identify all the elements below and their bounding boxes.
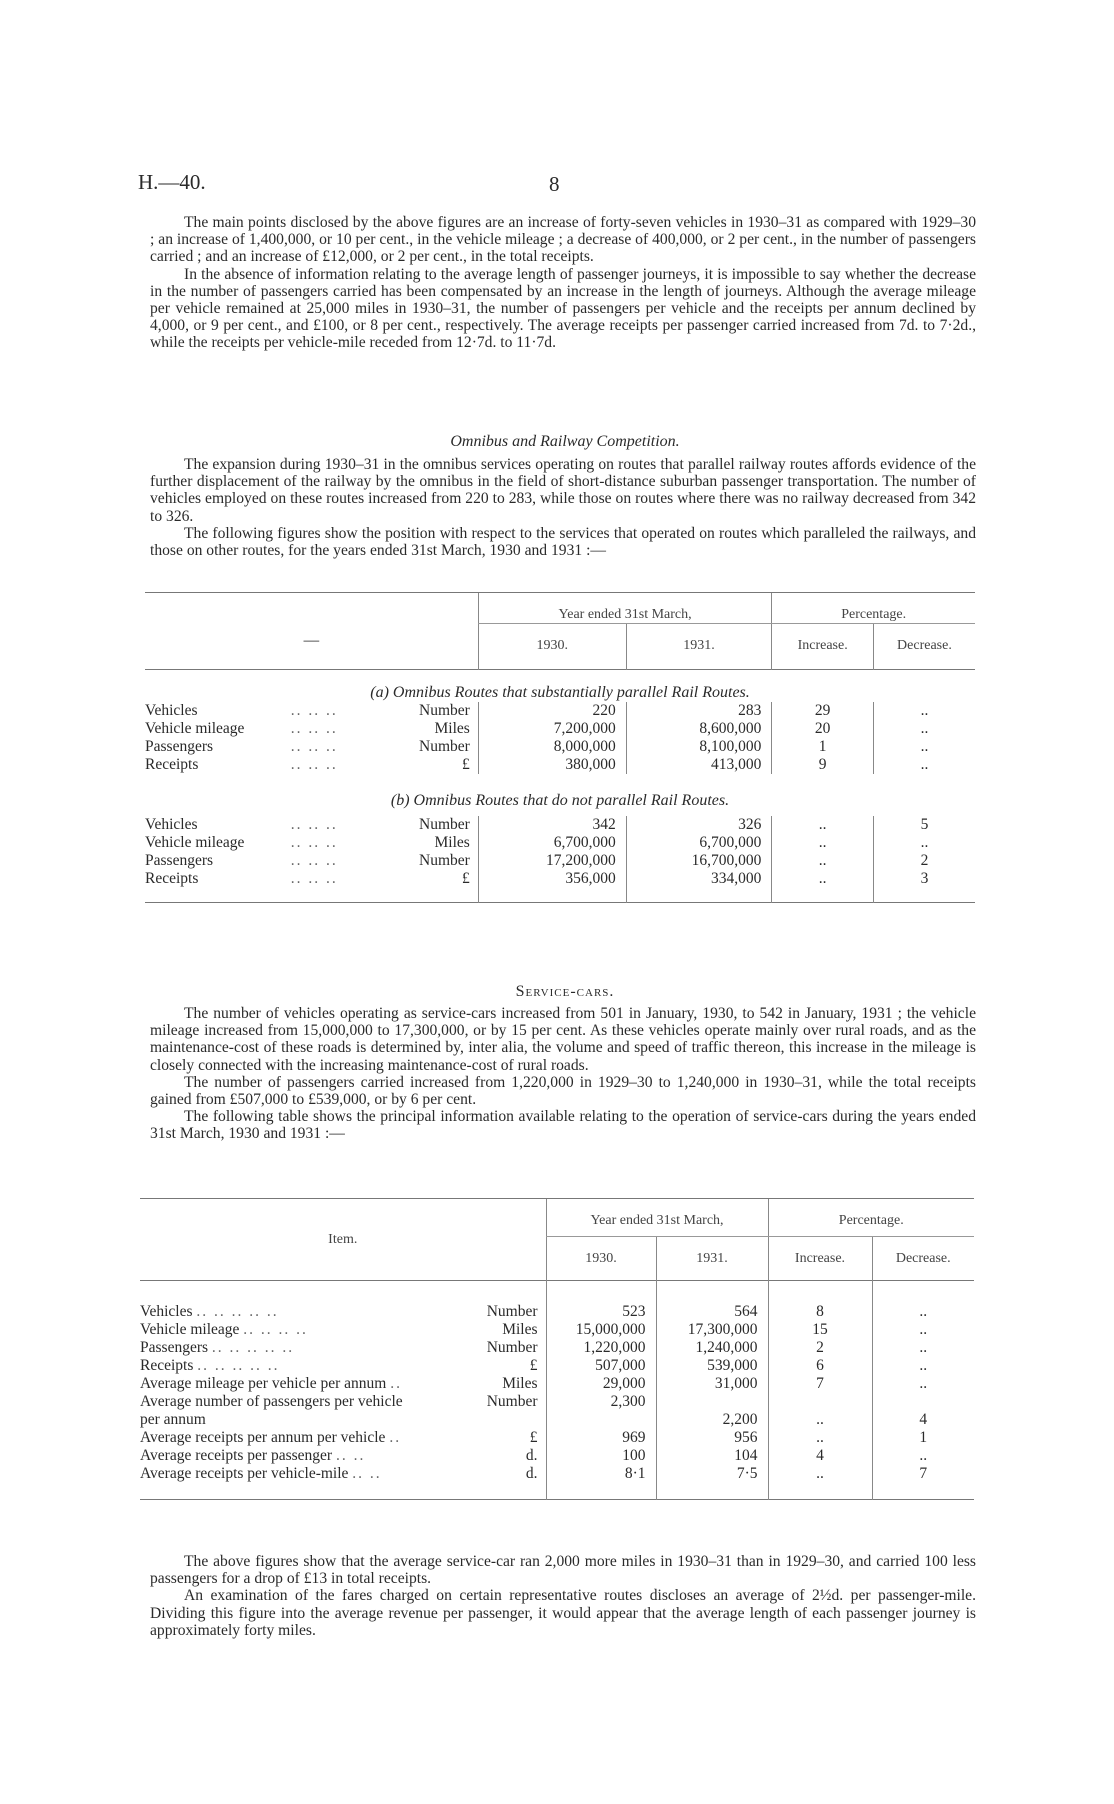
row-decrease: ..: [872, 1447, 974, 1465]
table-row: [140, 1321, 974, 1339]
paragraph: In the absence of information relating to the average length of passenger journeys, it is impossible to say whether the decrease in the number of passengers carried has been compensated by an increase in the length of journeys. Although the average mileage per vehicle remained at 25,000 miles in 1930–31, the number of passengers per vehicle and the receipts per annum declined by 4,000, or 9 per cent., and £100, or 8 per cent., respectively. The average receipts per passenger carried increased from 7d. to 7·2d., while the receipts per vehicle-mile receded from 12·7d. to 11·7d.: [150, 265, 976, 352]
section-heading-competition: Omnibus and Railway Competition.: [450, 433, 680, 450]
paragraph: The number of vehicles operating as service-cars increased from 501 in January, 1930, to 542 in January, 1931 ; the vehicle mileage increased from 15,000,000 to 17,300,000, or by 15 per cent. As these vehicles operate mainly over rural roads, and as the maintenance-cost of these roads is determined by, inter alia, the volume and speed of traffic thereon, this increase in the mileage is closely connected with the increasing maintenance-cost of rural roads.: [150, 1005, 976, 1074]
row-1930: 8,000,000: [478, 738, 626, 756]
row-increase: ..: [768, 1429, 872, 1447]
row-item: Average receipts per passenger: [140, 1447, 333, 1464]
table-row: [145, 720, 975, 738]
row-decrease: 3: [873, 870, 975, 903]
row-unit: £: [462, 870, 470, 887]
row-leader: .. .. ..: [290, 870, 338, 887]
row-decrease: ..: [872, 1321, 974, 1339]
row-item: Average receipts per vehicle-mile: [140, 1465, 349, 1482]
row-increase: ..: [772, 852, 874, 870]
row-leader: .. .. ..: [290, 834, 338, 851]
row-item: Vehicles: [140, 1303, 193, 1320]
row-1931: 334,000: [626, 870, 772, 903]
row-increase: ..: [772, 816, 874, 834]
row-unit: Miles: [502, 1321, 538, 1338]
row-increase: 7: [768, 1375, 872, 1393]
row-1931: 8,100,000: [626, 738, 772, 756]
table-row: [140, 1303, 974, 1321]
row-1931: 539,000: [656, 1357, 768, 1375]
row-1930: 356,000: [478, 870, 626, 903]
col-decrease: Decrease.: [873, 624, 975, 670]
row-decrease: ..: [873, 834, 975, 852]
row-1930: 523: [546, 1303, 656, 1321]
row-1931: 326: [626, 816, 772, 834]
row-1931: 8,600,000: [626, 720, 772, 738]
row-1930: 100: [546, 1447, 656, 1465]
row-item: Passengers: [140, 1339, 209, 1356]
row-1931: 564: [656, 1303, 768, 1321]
year-header: Year ended 31st March,: [546, 1199, 768, 1237]
row-1930: 7,200,000: [478, 720, 626, 738]
row-1931: 1,240,000: [656, 1339, 768, 1357]
table-row: [145, 852, 975, 870]
table-row: [145, 738, 975, 756]
row-unit: Number: [419, 738, 470, 755]
percentage-header: Percentage.: [772, 593, 975, 624]
row-leader: .. .. ..: [290, 720, 338, 737]
row-1930: 17,200,000: [478, 852, 626, 870]
row-decrease: ..: [873, 738, 975, 756]
row-1931: 956: [656, 1429, 768, 1447]
row-leader: .. .. .. ..: [243, 1321, 308, 1338]
table-row: [140, 1465, 974, 1500]
row-unit: Number: [486, 1303, 538, 1320]
paragraph: An examination of the fares charged on certain representative routes discloses an average of 2½d. per passenger-mile. Dividing this figure into the average revenue per passenger, it would appear that the average length of each passenger journey is approximately forty miles.: [150, 1587, 976, 1639]
paragraph: The following figures show the position with respect to the services that operated on routes which paralleled the railways, and those on other routes, for the years ended 31st March, 1930 and 1931 :—: [150, 524, 976, 560]
row-unit: Number: [486, 1393, 538, 1410]
row-decrease: 2: [873, 852, 975, 870]
table-row: [140, 1357, 974, 1375]
row-1930: 6,700,000: [478, 834, 626, 852]
row-unit: £: [529, 1429, 538, 1446]
row-1930: 342: [478, 816, 626, 834]
section-b-heading: (b) Omnibus Routes that do not parallel Rail Routes.: [390, 792, 730, 809]
row-1931: 6,700,000: [626, 834, 772, 852]
row-unit: £: [462, 756, 470, 773]
row-unit: Miles: [434, 834, 470, 851]
table-row: [140, 1375, 974, 1393]
row-leader: .. .. ..: [290, 756, 338, 773]
row-decrease: ..: [872, 1357, 974, 1375]
table-row: [140, 1339, 974, 1357]
service-cars-table: [140, 1198, 974, 1502]
table-row: [145, 834, 975, 852]
year-header: Year ended 31st March,: [478, 593, 772, 624]
row-item: Vehicle mileage: [140, 1321, 240, 1338]
paragraph: The number of passengers carried increased from 1,220,000 in 1929–30 to 1,240,000 in 1930–31, while the total receipts gained from £507,000 to £539,000, or by 6 per cent.: [150, 1073, 976, 1109]
row-item: Receipts: [145, 756, 199, 773]
row-unit: Number: [419, 816, 470, 833]
row-leader: .. .. .. .. ..: [196, 1303, 279, 1320]
row-increase: ..: [772, 834, 874, 852]
row-1931: 17,300,000: [656, 1321, 768, 1339]
col-increase: Increase.: [772, 624, 874, 670]
table-row: [145, 702, 975, 720]
row-leader: .. .. ..: [290, 816, 338, 833]
col-1931: 1931.: [626, 624, 772, 670]
row-1931: 283: [626, 702, 772, 720]
row-increase: ..: [768, 1393, 872, 1429]
row-increase: 29: [772, 702, 874, 720]
row-increase: 8: [768, 1303, 872, 1321]
row-decrease: ..: [872, 1303, 974, 1321]
row-item: Receipts: [140, 1357, 194, 1374]
table-row: [145, 870, 975, 903]
row-item: Vehicle mileage: [145, 720, 245, 737]
row-increase: 4: [768, 1447, 872, 1465]
col-1931: 1931.: [656, 1237, 768, 1281]
row-unit: £: [529, 1357, 538, 1374]
row-decrease: ..: [873, 702, 975, 720]
row-leader: .. .. ..: [290, 702, 338, 719]
row-decrease: ..: [872, 1375, 974, 1393]
closing-text: [150, 1553, 976, 1639]
row-1931: 104: [656, 1447, 768, 1465]
document-code: H.—40.: [138, 170, 206, 194]
col-increase: Increase.: [768, 1237, 872, 1281]
row-unit: Number: [419, 852, 470, 869]
percentage-header: Percentage.: [768, 1199, 974, 1237]
row-item: Average receipts per annum per vehicle: [140, 1429, 386, 1446]
row-1931: 2,200: [656, 1393, 768, 1429]
row-increase: 2: [768, 1339, 872, 1357]
paragraph: The above figures show that the average service-car ran 2,000 more miles in 1930–31 than in 1929–30, and carried 100 less passengers for a drop of £13 in total receipts.: [150, 1553, 976, 1588]
row-item: Vehicles: [145, 702, 198, 719]
row-1931: 16,700,000: [626, 852, 772, 870]
row-unit: d.: [525, 1447, 538, 1464]
row-decrease: ..: [872, 1339, 974, 1357]
table-row: [140, 1393, 974, 1429]
row-decrease: ..: [873, 756, 975, 774]
intro-text: [150, 214, 976, 352]
row-item: Average number of passengers per vehicle per annum: [140, 1393, 403, 1428]
row-increase: 20: [772, 720, 874, 738]
row-1930: 1,220,000: [546, 1339, 656, 1357]
row-1930: 380,000: [478, 756, 626, 774]
row-decrease: 4: [872, 1393, 974, 1429]
row-increase: ..: [772, 870, 874, 903]
row-1930: 969: [546, 1429, 656, 1447]
col-1930: 1930.: [546, 1237, 656, 1281]
row-item: Vehicles: [145, 816, 198, 833]
row-1930: 220: [478, 702, 626, 720]
paragraph: The expansion during 1930–31 in the omnibus services operating on routes that parallel railway routes affords evidence of the further displacement of the railway by the omnibus in the field of short-distance suburban passenger transportation. The number of vehicles employed on these routes increased from 220 to 283, while those on routes where there was no railway decreased from 342 to 326.: [150, 456, 976, 525]
row-leader: .. .. .. .. ..: [197, 1357, 280, 1374]
section-heading-service-cars: Service-cars.: [515, 983, 615, 1000]
service-cars-text: [150, 1005, 976, 1143]
row-increase: ..: [768, 1465, 872, 1500]
col-1930: 1930.: [478, 624, 626, 670]
row-1930: 15,000,000: [546, 1321, 656, 1339]
row-item: Passengers: [145, 852, 214, 869]
item-header: Item.: [140, 1199, 546, 1281]
section-a-heading: (a) Omnibus Routes that substantially parallel Rail Routes.: [145, 670, 975, 703]
row-leader: ..: [389, 1429, 402, 1446]
table-row: [140, 1447, 974, 1465]
row-increase: 15: [768, 1321, 872, 1339]
row-item: Vehicle mileage: [145, 834, 245, 851]
row-increase: 9: [772, 756, 874, 774]
row-decrease: ..: [873, 720, 975, 738]
row-1930: 29,000: [546, 1375, 656, 1393]
row-1931: 7·5: [656, 1465, 768, 1500]
row-increase: 6: [768, 1357, 872, 1375]
row-item: Passengers: [145, 738, 214, 755]
row-leader: ..: [390, 1375, 402, 1392]
stub-dash: —: [145, 593, 478, 670]
row-decrease: 1: [872, 1429, 974, 1447]
row-unit: Number: [486, 1339, 538, 1356]
row-unit: Miles: [502, 1375, 538, 1392]
page-number: 8: [549, 172, 560, 196]
row-1930: 507,000: [546, 1357, 656, 1375]
row-1931: 413,000: [626, 756, 772, 774]
row-leader: .. ..: [352, 1465, 382, 1482]
row-1931: 31,000: [656, 1375, 768, 1393]
row-decrease: 7: [872, 1465, 974, 1500]
paragraph: The following table shows the principal information available relating to the operation of service-cars during the years ended 31st March, 1930 and 1931 :—: [150, 1108, 976, 1143]
row-leader: .. .. .. .. ..: [211, 1339, 295, 1356]
row-item: Receipts: [145, 870, 199, 887]
row-leader: .. ..: [335, 1447, 366, 1464]
competition-text: [150, 456, 976, 559]
row-1930: 2,300: [546, 1393, 656, 1429]
omnibus-competition-table: [145, 592, 975, 905]
row-unit: Miles: [434, 720, 470, 737]
row-decrease: 5: [873, 816, 975, 834]
row-leader: .. .. ..: [290, 738, 338, 755]
row-1930: 8·1: [546, 1465, 656, 1500]
row-unit: d.: [525, 1465, 538, 1482]
row-increase: 1: [772, 738, 874, 756]
row-item: Average mileage per vehicle per annum: [140, 1375, 387, 1392]
row-unit: Number: [419, 702, 470, 719]
table-row: [145, 816, 975, 834]
table-row: [145, 756, 975, 774]
row-leader: .. .. ..: [290, 852, 338, 869]
col-decrease: Decrease.: [872, 1237, 974, 1281]
paragraph: The main points disclosed by the above figures are an increase of forty-seven vehicles in 1930–31 as compared with 1929–30 ; an increase of 1,400,000, or 10 per cent., in the vehicle mileage ; a decrease of 400,000, or 2 per cent., in the number of passengers carried ; and an increase of £12,000, or 2 per cent., in the total receipts.: [150, 214, 976, 266]
table-row: [140, 1429, 974, 1447]
